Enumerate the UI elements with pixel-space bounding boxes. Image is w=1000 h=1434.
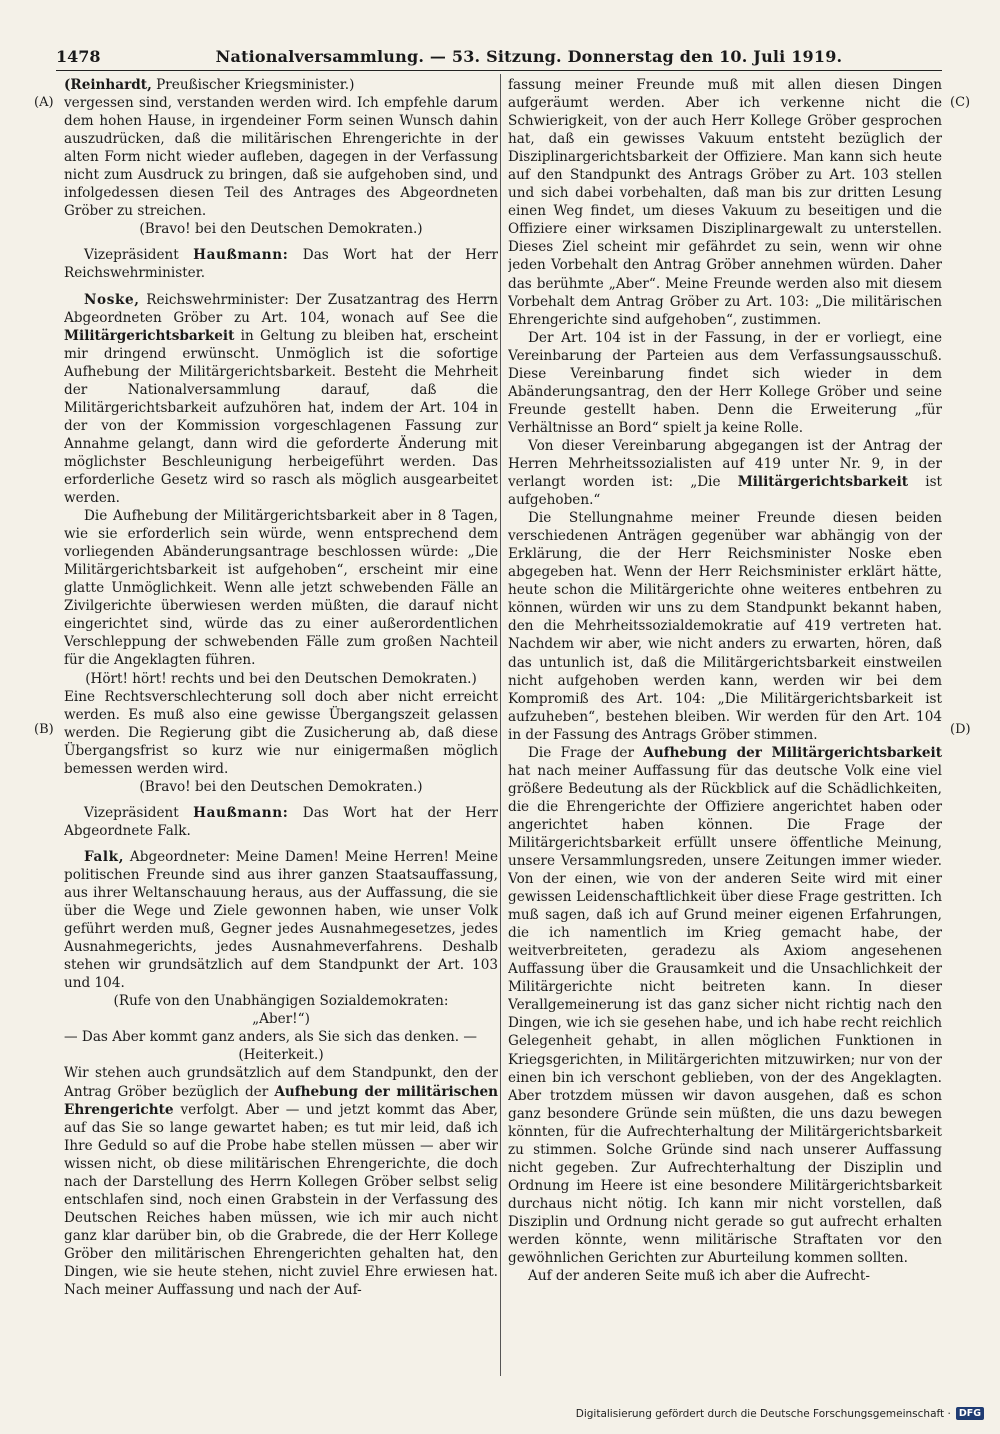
- speaker-context: (Reinhardt, Preußischer Kriegsminister.): [64, 77, 355, 93]
- paragraph: Wir stehen auch grundsätzlich auf dem Standpunkt, den der Antrag Gröber bezüglich der Aufhebung der militärischen Ehrengerichte verfolgt. Aber — und jetzt kommt das Aber, auf das Sie so lange gewartet haben; es tut mir leid, daß ich Ihre Geduld so auf die Probe habe stellen müssen — aber wir wissen nicht, ob diese militärischen Ehrengerichte, die doch nach der Darstellung des Herrn Kollegen Gröber selbst selig entschlafen sind, noch einen Grabstein in der Verfassung des Deutschen Reiches haben müssen, wie ich mir auch nicht ganz klar darüber bin, ob die Grabrede, die der Herr Kollege Gröber den militärischen Ehrengerichten gehalten hat, den Dingen, wie sie heute stehen, nicht zuviel Ehre erwiesen hat. Nach meiner Auffassung und nach der Auf-: [64, 1065, 498, 1299]
- paragraph: — Das Aber kommt ganz anders, als Sie sich das denken. —: [64, 1029, 478, 1046]
- footer: [576, 1407, 984, 1420]
- paragraph: Der Art. 104 ist in der Fassung, in der er vorliegt, eine Vereinbarung der Parteien aus dem Verfassungsausschuß. Diese Vereinbarung findet sich wieder in dem Abänderungsantrag, den der Herr Kollege Gröber und seine Freunde gestellt haben. Denn die Erweiterung „für Verhältnisse an Bord“ spielt ja keine Rolle.: [508, 329, 942, 436]
- interjection: (Hört! hört! rechts und bei den Deutschen Demokraten.): [85, 670, 477, 687]
- page-header: [56, 44, 942, 68]
- speech-noske: Noske, Reichswehrminister: Der Zusatzantrag des Herrn Abgeordneten Gröber zu Art. 104, wonach auf See die Militärgerichtsbarkeit in Geltung zu bleiben hat, erscheint mir dringend erwünscht. Unmöglich ist die sofortige Aufhebung der Militärgerichtsbarkeit. Besteht die Mehrheit der Nationalversammlung darauf, daß die Militärgerichtsbarkeit aufzuhören hat, indem der Art. 104 in der von der Kommission vorgeschlagenen Fassung zur Annahme gelangt, dann wird die geforderte Änderung mit möglichster Beschleunigung herbeigeführt werden. Das erforderliche Gesetz wird so rasch als möglich ausgearbeitet werden.: [64, 291, 498, 507]
- margin-mark-d: (D): [950, 722, 971, 737]
- paragraph: Von dieser Vereinbarung abgegangen ist der Antrag der Herren Mehrheitssozialisten auf 419 unter Nr. 9, in der verlangt worden ist: „Die Militärgerichtsbarkeit ist aufgehoben.“: [508, 437, 942, 509]
- speech-falk: Falk, Abgeordneter: Meine Damen! Meine Herren! Meine politischen Freunde sind aus ihrer ganzen Staatsauffassung, aus ihrer Weltanschauung heraus, aus der Auffassung, die sie über die Wege und Ziele gewonnen haben, wie unser Volk geführt werden muß, Gegner jedes Ausnahmegesetzes, jedes Ausnahmegerichts, jedes Ausnahmeverfahrens. Deshalb stehen wir grundsätzlich auf dem Standpunkt der Art. 103 und 104.: [64, 848, 498, 992]
- interjection: (Rufe von den Unabhängigen Sozialdemokraten:: [113, 993, 449, 1010]
- page: [56, 44, 942, 1384]
- right-column: [508, 76, 942, 1376]
- presiding-remark: Vizepräsident Haußmann: Das Wort hat der Herr Reichswehrminister.: [64, 247, 498, 282]
- dfg-logo-icon: DFG: [956, 1407, 984, 1420]
- header-rule: [56, 70, 942, 71]
- paragraph: fassung meiner Freunde muß mit allen diesen Dingen aufgeräumt werden. Aber ich verkenne nicht die Schwierigkeit, von der auch Herr Kollege Gröber gesprochen hat, daß ein gewisses Vakuum entsteht bezüglich der Disziplinargerichtsbarkeit der Offiziere. Man kann sich heute auf den Standpunkt des Antrags Gröber zu Art. 103 stellen und sich dabei vorbehalten, daß man bis zur dritten Lesung einen Weg findet, um dieses Vakuum zu beseitigen und die Offiziere einer wirksamen Disziplinargewalt zu unterstellen. Dieses Ziel scheint mir gefährdet zu sein, wenn wir ohne jeden Vorbehalt den Antrag Gröber annehmen würden. Daher das berühmte „Aber“. Meine Freunde werden also mit diesem Vorbehalt dem Antrag Gröber zu Art. 103: „Die militärischen Ehrengerichte sind aufgehoben“, zustimmen.: [508, 77, 942, 328]
- page-number: 1478: [56, 46, 101, 66]
- paragraph: Eine Rechtsverschlechterung soll doch aber nicht erreicht werden. Es muß also eine gewisse Übergangszeit gelassen werden. Die Regierung gibt die Zusicherung ab, daß diese Übergangsfrist so kurz wie nur einigermaßen möglich bemessen werden wird.: [64, 688, 498, 777]
- paragraph: Die Frage der Aufhebung der Militärgerichtsbarkeit hat nach meiner Auffassung für das deutsche Volk eine viel größere Bedeutung als der Rückblick auf die Schädlichkeiten, die die Ehrengerichte der Offiziere angerichtet haben oder angerichtet haben können. Die Frage der Militärgerichtsbarkeit erfüllt unsere öffentliche Meinung, unsere Versammlungsreden, unsere Zeitungen immer wieder. Von der einen, wie von der anderen Seite wird mit einer gewissen Leidenschaftlichkeit über diese Frage gestritten. Ich muß sagen, daß ich auf Grund meiner eigenen Erfahrungen, die ich namentlich im Krieg gemacht habe, der weitverbreiteten, geradezu als Axiom angesehenen Auffassung über die Grausamkeit und die Unsachlichkeit der Militärgerichte nicht beitreten kann. In dieser Verallgemeinerung ist das ganz sicher nicht richtig nach den Dingen, wie ich sie gesehen habe, und ich habe recht reichlich Gelegenheit gehabt, in allen möglichen Funktionen in Kriegsgerichten, in Militärgerichten mitzuwirken; nur von der einen bin ich verschont geblieben, von der des Angeklagten. Aber trotzdem müssen wir davon ausgehen, daß es schon ganz besondere Gründe sein müßten, die uns dazu bewegen könnten, für die Aufrechterhaltung der Militärgerichtsbarkeit zu stimmen. Solche Gründe sind nach unserer Auffassung nicht gegeben. Zur Aufrechterhaltung der Disziplin und Ordnung im Heere ist eine besondere Militärgerichtsbarkeit durchaus nicht nötig. Ich kann mir nicht vorstellen, daß Disziplin und Ordnung nicht gerade so gut aufrecht erhalten werden könnte, wenn militärische Straftaten vor den gewöhnlichen Gerichten zur Aburteilung kommen sollten.: [508, 744, 942, 1267]
- margin-mark-a: (A): [34, 95, 54, 110]
- speaker-name: Noske,: [84, 291, 140, 308]
- paragraph: Auf der anderen Seite muß ich aber die Aufrecht-: [528, 1268, 870, 1285]
- margin-mark-b: (B): [34, 722, 54, 737]
- margin-mark-c: (C): [950, 95, 971, 110]
- speaker-name: Haußmann:: [193, 804, 289, 821]
- speaker-name: Falk,: [84, 848, 125, 865]
- paragraph: Die Aufhebung der Militärgerichtsbarkeit aber in 8 Tagen, wie sie erforderlich sein würde, wenn entsprechend dem vorliegenden Abänderungsantrage beschlossen würde: „Die Militärgerichtsbarkeit ist aufgehoben“, erscheint mir eine glatte Unmöglichkeit. Wenn alle jetzt schwebenden Fälle an Zivilgerichte überwiesen werden müßten, die darauf nicht eingerichtet sind, würde das zu einer außerordentlichen Verschleppung der schwebenden Fälle zum großen Nachteil für die Angeklagten führen.: [64, 508, 498, 669]
- paragraph: Die Stellungnahme meiner Freunde diesen beiden verschiedenen Anträgen gegenüber war abhängig von der Erklärung, die der Herr Reichsminister Noske eben abgegeben hat. Wenn der Herr Reichsminister erklärt hätte, heute schon die Militärgerichte ohne weiteres entbehren zu können, würden wir uns zu dem Standpunkt bekannt haben, den die Mehrheitssozialdemokratie auf 419 vertreten hat. Nachdem wir aber, wie nicht anders zu erwarten, hören, daß das untunlich ist, daß die Militärgerichtsbarkeit einstweilen nicht aufgehoben werden kann, werden wir bei dem Kompromiß des Art. 104: „Die Militärgerichtsbarkeit ist aufzuheben“, bestehen bleiben. Wir werden für den Art. 104 in der Fassung des Antrags Gröber stimmen.: [508, 510, 942, 743]
- running-title: Nationalversammlung. — 53. Sitzung. Donnerstag den 10. Juli 1919.: [215, 46, 843, 66]
- interjection: (Bravo! bei den Deutschen Demokraten.): [139, 778, 423, 795]
- interjection: „Aber!“): [252, 1011, 310, 1028]
- speaker-name: Haußmann:: [193, 247, 289, 264]
- left-column: [64, 76, 498, 1376]
- footer-credit: Digitalisierung gefördert durch die Deutsche Forschungsgemeinschaft ·: [575, 1407, 951, 1420]
- interjection: (Bravo! bei den Deutschen Demokraten.): [139, 221, 423, 238]
- paragraph: vergessen sind, verstanden werden wird. Ich empfehle darum dem hohen Hause, in irgendeiner Form seinen Wunsch dahin auszudrücken, daß die militärischen Ehrengerichte in der alten Form nicht wieder aufleben, dagegen in der Verfassung nicht zum Ausdruck zu bringen, daß sie aufgehoben sind, und infolgedessen diesen Teil des Antrages des Abgeordneten Gröber zu streichen.: [64, 95, 498, 220]
- column-divider: [500, 74, 501, 1376]
- presiding-remark: Vizepräsident Haußmann: Das Wort hat der Herr Abgeordnete Falk.: [64, 804, 498, 839]
- interjection: (Heiterkeit.): [238, 1047, 324, 1064]
